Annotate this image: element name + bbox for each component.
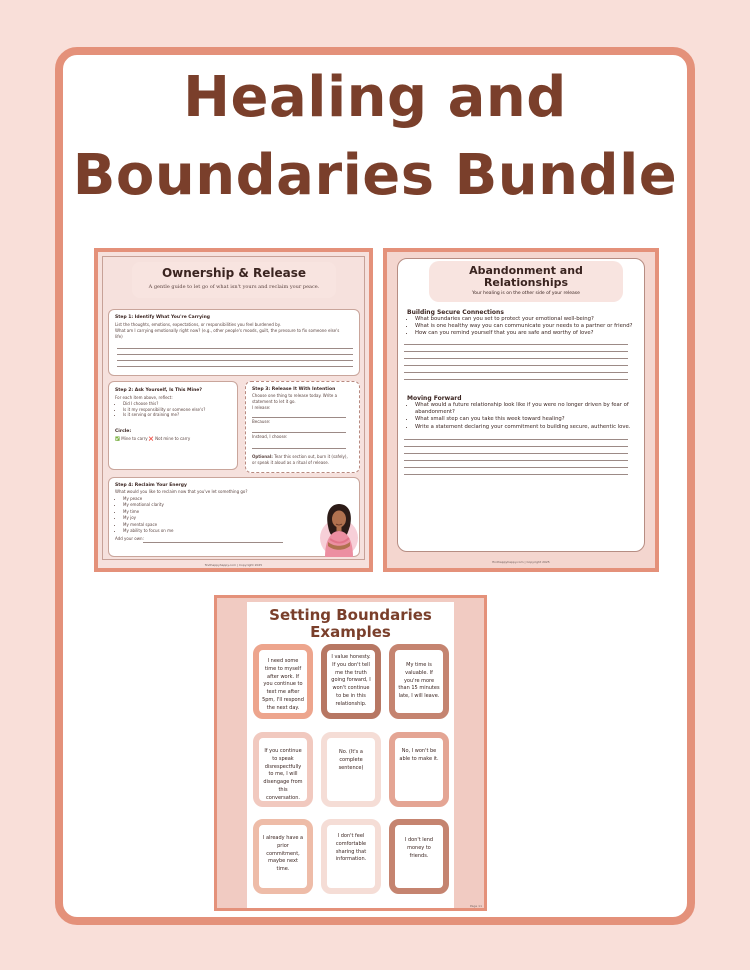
boundary-card[interactable]	[389, 819, 449, 894]
worksheet-1-footer: findhappyhappy.com | Copyright 2025	[204, 563, 263, 567]
worksheet-2-title-line-2: Relationships	[483, 276, 569, 289]
boundary-card[interactable]	[389, 732, 449, 807]
step-3-release-label: I release:	[252, 405, 271, 410]
boundary-card[interactable]	[321, 644, 381, 719]
step-2-list	[123, 401, 235, 418]
writing-line[interactable]	[404, 358, 628, 359]
step-2-intro: For each item above, reflect:	[115, 395, 173, 400]
writing-line[interactable]	[252, 448, 346, 449]
section-2-list	[407, 402, 637, 431]
cards-title-line-1: Setting Boundaries	[269, 606, 432, 624]
list-item: • Is it serving or draining me?	[123, 412, 235, 418]
step-1-title: Step 1: Identify What You're Carrying	[115, 315, 210, 320]
list-item: • Did I choose this?	[123, 401, 235, 407]
list-item: • Write a statement declaring your commitment to building secure, authentic love.	[415, 424, 637, 431]
step-4-intro: What would you like to reclaim now that you've let something go?	[115, 489, 248, 494]
page-number: Page 11	[469, 904, 482, 908]
step-1-text-2: What am I carrying emotionally right now? (e.g., other people's moods, guilt, the pressure to fix someone else's life)	[115, 328, 340, 339]
step-3-optional-label: Optional:	[252, 454, 273, 459]
list-item[interactable]: • My ability to focus on me	[123, 528, 283, 534]
cards-title-line-2: Examples	[310, 623, 391, 641]
worksheet-2-page	[397, 258, 645, 552]
boundary-card[interactable]	[253, 644, 313, 719]
boundary-card[interactable]	[253, 819, 313, 894]
writing-line[interactable]	[117, 366, 353, 367]
list-item[interactable]: • My time	[123, 509, 283, 515]
bundle-title-line-2: Boundaries Bundle	[72, 143, 678, 208]
writing-line[interactable]	[404, 467, 628, 468]
writing-line[interactable]	[404, 372, 628, 373]
writing-line[interactable]	[117, 354, 353, 355]
worksheet-1-subtitle: A gentle guide to let go of what isn't yours and reclaim your peace.	[148, 284, 320, 290]
step-3-title: Step 3: Release It With Intention	[252, 387, 336, 392]
writing-line[interactable]	[117, 348, 353, 349]
writing-line[interactable]	[252, 432, 346, 433]
setting-boundaries-sheet	[214, 595, 487, 911]
list-item[interactable]: • My mental space	[123, 522, 283, 528]
writing-line[interactable]	[252, 417, 346, 418]
step-2-title: Step 2: Ask Yourself, Is This Mine?	[115, 388, 202, 393]
worksheet-2-title-line-1: Abandonment and	[469, 264, 583, 277]
writing-line[interactable]	[404, 365, 628, 366]
list-item: • How can you remind yourself that you are safe and worthy of love?	[415, 330, 637, 337]
list-item[interactable]: • My emotional clarity	[123, 502, 283, 508]
worksheet-1-header	[132, 262, 336, 298]
list-item: • Is it my responsibility or someone else's?	[123, 407, 235, 413]
list-item[interactable]: • My joy	[123, 515, 283, 521]
boundary-card-text: No, I won't be able to make it.	[399, 748, 439, 762]
step-3-because-label: Because:	[252, 419, 271, 424]
writing-line[interactable]	[404, 453, 628, 454]
writing-line[interactable]	[404, 439, 628, 440]
worksheet-abandonment-relationships	[383, 248, 659, 572]
boundary-card[interactable]	[253, 732, 313, 807]
writing-line[interactable]	[117, 360, 353, 361]
boundary-card-text: I already have a prior commitment, maybe next time.	[262, 835, 304, 873]
writing-line[interactable]	[404, 344, 628, 345]
boundary-card-text: If you continue to speak disrespectfully to me, I will disengage from this conversation.	[263, 748, 303, 801]
list-item: • What would a future relationship look like if you were no longer driven by fear of abandonment?	[415, 402, 637, 416]
boundary-card-text: I don't lend money to friends.	[404, 837, 434, 859]
bundle-title-line-1: Healing and	[183, 65, 567, 130]
worksheet-2-footer: findhappyhappy.com | Copyright 2025	[492, 560, 550, 564]
step-4-list	[123, 496, 283, 534]
worksheet-ownership-release	[94, 248, 373, 572]
list-item: • What small step can you take this week toward healing?	[415, 416, 637, 423]
step-3-instead-label: Instead, I choose:	[252, 434, 288, 439]
step-3-text: Choose one thing to release today. Write a statement to let it go.	[252, 393, 338, 404]
woman-self-hug-illustration	[317, 502, 361, 557]
boundary-card-text: No. (It's a complete sentence)	[338, 749, 364, 771]
boundary-card[interactable]	[389, 644, 449, 719]
list-item[interactable]: • My peace	[123, 496, 283, 502]
step-3-box	[245, 381, 360, 473]
step-2-circle-options[interactable]: ✅ Mine to carry ❌ Not mine to carry	[115, 436, 191, 441]
section-1-title: Building Secure Connections	[407, 309, 504, 316]
boundary-card[interactable]	[321, 732, 381, 807]
worksheet-2-subtitle: Your healing is on the other side of your release	[472, 291, 580, 296]
boundary-card[interactable]	[321, 819, 381, 894]
step-4-title: Step 4: Reclaim Your Energy	[115, 483, 187, 488]
list-item: • What is one healthy way you can communicate your needs to a partner or friend?	[415, 323, 637, 330]
writing-line[interactable]	[404, 379, 628, 380]
step-3-optional-text: Tear this section out, burn it (safely), or speak it aloud as a ritual of release.	[252, 454, 348, 465]
step-4-add-own: Add your own:	[115, 536, 144, 541]
step-2-circle-label: Circle:	[115, 429, 132, 434]
boundary-card-text: I need some time to myself after work. If you continue to text me after 5pm, I'll respond the next day.	[262, 658, 304, 711]
writing-line[interactable]	[404, 351, 628, 352]
step-4-box	[108, 477, 360, 557]
boundary-card-text: My time is valuable. If you're more than 15 minutes late, I will leave.	[398, 662, 440, 700]
writing-line[interactable]	[404, 460, 628, 461]
worksheet-1-title: Ownership & Release	[161, 266, 307, 280]
cards-page	[247, 602, 454, 908]
step-2-box	[108, 381, 238, 470]
step-1-box	[108, 309, 360, 376]
writing-line[interactable]	[404, 446, 628, 447]
step-1-text-1: List the thoughts, emotions, expectations, or responsibilities you feel burdened by.	[115, 322, 281, 327]
section-2-title: Moving Forward	[407, 395, 462, 402]
writing-line[interactable]	[404, 474, 628, 475]
step-3-optional	[252, 454, 352, 465]
boundary-card-text: I value honesty. If you don't tell me the truth going forward, I won't continue to be in this relationship.	[331, 654, 371, 707]
section-1-list	[407, 316, 637, 338]
worksheet-2-header	[429, 261, 623, 302]
writing-line[interactable]	[143, 542, 283, 543]
list-item: • What boundaries can you set to protect your emotional well-being?	[415, 316, 637, 323]
boundary-card-text: I don't feel comfortable sharing that information.	[335, 833, 367, 863]
